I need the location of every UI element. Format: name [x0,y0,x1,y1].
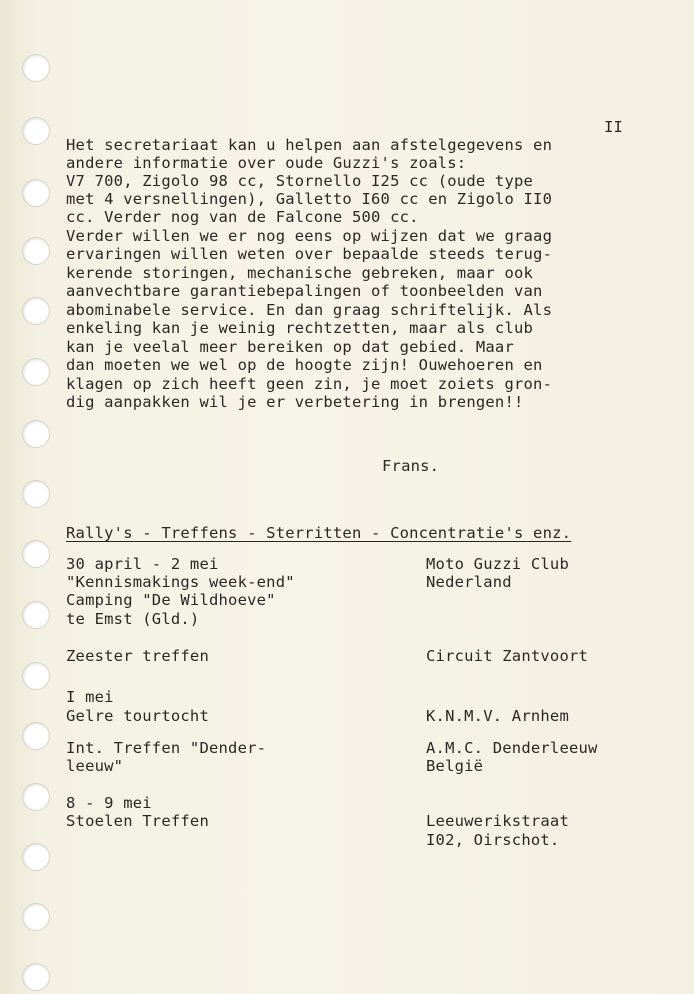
event-right-line: Circuit Zantvoort [426,647,589,665]
paragraph-line: V7 700, Zigolo 98 cc, Stornello I25 cc (oude type [66,172,534,190]
binder-hole [22,601,50,629]
event-left-line: 30 april - 2 mei [66,555,219,573]
event-left-line: Stoelen Treffen [66,812,209,830]
binder-hole [22,297,50,325]
binder-hole [22,963,50,991]
paragraph-line: met 4 versnellingen), Galletto I60 cc en Zigolo II0 [66,190,553,208]
binder-hole [22,480,50,508]
event-right-line: K.N.M.V. Arnhem [426,707,569,725]
paragraph-line: klagen op zich heeft geen zin, je moet zoiets gron- [66,375,553,393]
binder-hole [22,358,50,386]
event-left-line: 8 - 9 mei [66,794,152,812]
event-left-line: Zeester treffen [66,647,209,665]
events-heading: Rally's - Treffens - Sterritten - Concentratie's enz. [66,524,572,542]
event-left-line: I mei [66,688,114,706]
event-right-line: Nederland [426,573,512,591]
paragraph-line: kan je veelal meer bereiken op dat gebied. Maar [66,338,514,356]
binder-hole [22,117,50,145]
paragraph-line: kerende storingen, mechanische gebreken, maar ook [66,264,534,282]
event-right-line: A.M.C. Denderleeuw [426,739,598,757]
binder-hole [22,843,50,871]
event-right-line: België [426,757,484,775]
paragraph-line: abominabele service. En dan graag schriftelijk. Als [66,301,553,319]
page-number: II [604,118,624,136]
binder-hole [22,237,50,265]
paragraph-line: dig aanpakken wil je er verbetering in brengen!! [66,393,524,411]
event-left-line: Camping "De Wildhoeve" [66,591,276,609]
event-right-line: I02, Oirschot. [426,831,560,849]
paragraph-line: enkeling kan je weinig rechtzetten, maar als club [66,319,534,337]
binder-hole [22,722,50,750]
binder-hole [22,903,50,931]
paragraph-line: ervaringen willen weten over bepaalde steeds terug- [66,245,553,263]
binder-hole [22,540,50,568]
binder-hole [22,662,50,690]
paragraph-line: aanvechtbare garantiebepalingen of toonbeelden van [66,282,543,300]
paragraph-line: cc. Verder nog van de Falcone 500 cc. [66,208,419,226]
paragraph-line: dan moeten we wel op de hoogte zijn! Ouwehoeren en [66,356,543,374]
event-left-line: Int. Treffen "Dender- [66,739,267,757]
event-right-line: Moto Guzzi Club [426,555,569,573]
event-left-line: leeuw" [66,757,124,775]
event-left-line: te Emst (Gld.) [66,610,200,628]
paragraph-line: Verder willen we er nog eens op wijzen dat we graag [66,227,553,245]
binder-hole [22,420,50,448]
event-left-line: "Kennismakings week-end" [66,573,295,591]
event-left-line: Gelre tourtocht [66,707,209,725]
binder-hole [22,54,50,82]
paragraph-line: Het secretariaat kan u helpen aan afstelgegevens en [66,136,553,154]
signature: Frans. [382,457,440,475]
paragraph-line: andere informatie over oude Guzzi's zoals: [66,154,467,172]
binder-hole [22,783,50,811]
event-right-line: Leeuwerikstraat [426,812,569,830]
binder-hole [22,179,50,207]
